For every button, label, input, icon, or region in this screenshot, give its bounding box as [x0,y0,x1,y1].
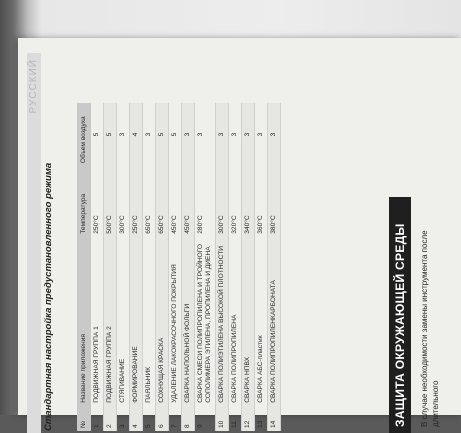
row-number: 14 [268,406,281,431]
air-volume-value: 5 [169,103,182,166]
air-volume-value: 3 [182,103,195,166]
application-name: ПОДВИЖНАЯ ГРУППА 1 [91,237,104,406]
row-number: 11 [229,406,242,431]
rotated-page-content [27,53,461,433]
manual-page [18,38,461,431]
table-row [255,103,268,431]
table-row [216,103,229,431]
column-header-number: № [77,406,91,431]
environment-section-title: ЗАЩИТА ОКРУЖАЮЩЕЙ СРЕДЫ [389,197,411,433]
row-number: 12 [242,406,255,431]
application-name: СВАРКА СМЕСИ ПОЛИПРОПИЛЕНА И ТРОЙНОГО СОПОЛИМЕРА ЭТИЛЕНА, ПРОПИЛЕНА И ДИЕНА [195,237,216,406]
row-number: 3 [117,406,130,431]
table-row [143,103,156,431]
application-name: ПАЯЛЬНИК [143,237,156,406]
table-row [104,103,117,431]
table-row [195,103,216,431]
air-volume-value: 4 [130,103,143,166]
temperature-value: 320°C [229,166,242,237]
table-row [229,103,242,431]
table-row [156,103,169,431]
temperature-value: 450°C [182,166,195,237]
air-volume-value: 3 [242,103,255,166]
application-name: ПОДВИЖНАЯ ГРУППА 2 [104,237,117,406]
temperature-value: 250°C [130,166,143,237]
air-volume-value: 3 [195,103,216,166]
temperature-value: 300°C [117,166,130,237]
table-row [268,103,281,431]
temperature-value: 360°C [255,166,268,237]
column-header-air-volume: Объем воздуха [77,103,91,166]
air-volume-value: 3 [216,103,229,166]
application-name: УДАЛЕНИЕ ЛАКОКРАСОЧНОГО ПОКРЫТИЯ [169,237,182,406]
table-header-row [77,103,91,431]
application-name: СТЯГИВАНИЕ [117,237,130,406]
air-volume-value: 5 [156,103,169,166]
air-volume-value: 3 [117,103,130,166]
temperature-value: 650°C [156,166,169,237]
row-number: 13 [255,406,268,431]
air-volume-value: 3 [229,103,242,166]
application-name: СВАРКА АБС-пластик [255,237,268,406]
temperature-value: 380°C [268,166,281,237]
temperature-value: 300°C [216,166,229,237]
table-row [182,103,195,431]
temperature-value: 500°C [104,166,117,237]
table-body [91,103,281,431]
row-number: 2 [104,406,117,431]
air-volume-value: 5 [104,103,117,166]
column-header-temperature: Температура [77,166,91,237]
table-row [169,103,182,431]
section-title: Стандартная настройка предустановленного режима [43,162,54,431]
application-name: СВАРКА НАПОЛЬНОЙ ФОЛЬГИ [182,237,195,406]
air-volume-value: 3 [143,103,156,166]
application-name: СОХНУЩАЯ КРАСКА [156,237,169,406]
preset-settings-table [77,103,281,431]
temperature-value: 650°C [143,166,156,237]
table-row [117,103,130,431]
header-watermark: РУССКИЙ [28,59,39,114]
row-number: 9 [195,406,216,431]
temperature-value: 280°C [195,166,216,237]
row-number: 1 [91,406,104,431]
row-number: 8 [182,406,195,431]
table-row [91,103,104,431]
table-row [130,103,143,431]
application-name: СВАРКА ПОЛИПРОПИЛЕНКАРБОНАТА [268,237,281,406]
environment-section-text: В случае необходимости замены инструмента после длительного [420,230,440,427]
row-number: 7 [169,406,182,431]
air-volume-value: 3 [255,103,268,166]
application-name: ФОРМИРОВАНИЕ [130,237,143,406]
temperature-value: 340°C [242,166,255,237]
temperature-value: 450°C [169,166,182,237]
row-number: 5 [143,406,156,431]
application-name: СВАРКА ПОЛИПРОПИЛЕНА [229,237,242,406]
column-header-application: Название приложения [77,237,91,406]
air-volume-value: 3 [268,103,281,166]
air-volume-value: 5 [91,103,104,166]
table-row [242,103,255,431]
row-number: 4 [130,406,143,431]
application-name: СВАРКА НПВХ [242,237,255,406]
page-header-band [27,53,41,433]
application-name: СВАРКА ПОЛИЭТИЛЕНА ВЫСОКОЙ ПЛОТНОСТИ [216,237,229,406]
row-number: 6 [156,406,169,431]
row-number: 10 [216,406,229,431]
temperature-value: 250°C [91,166,104,237]
